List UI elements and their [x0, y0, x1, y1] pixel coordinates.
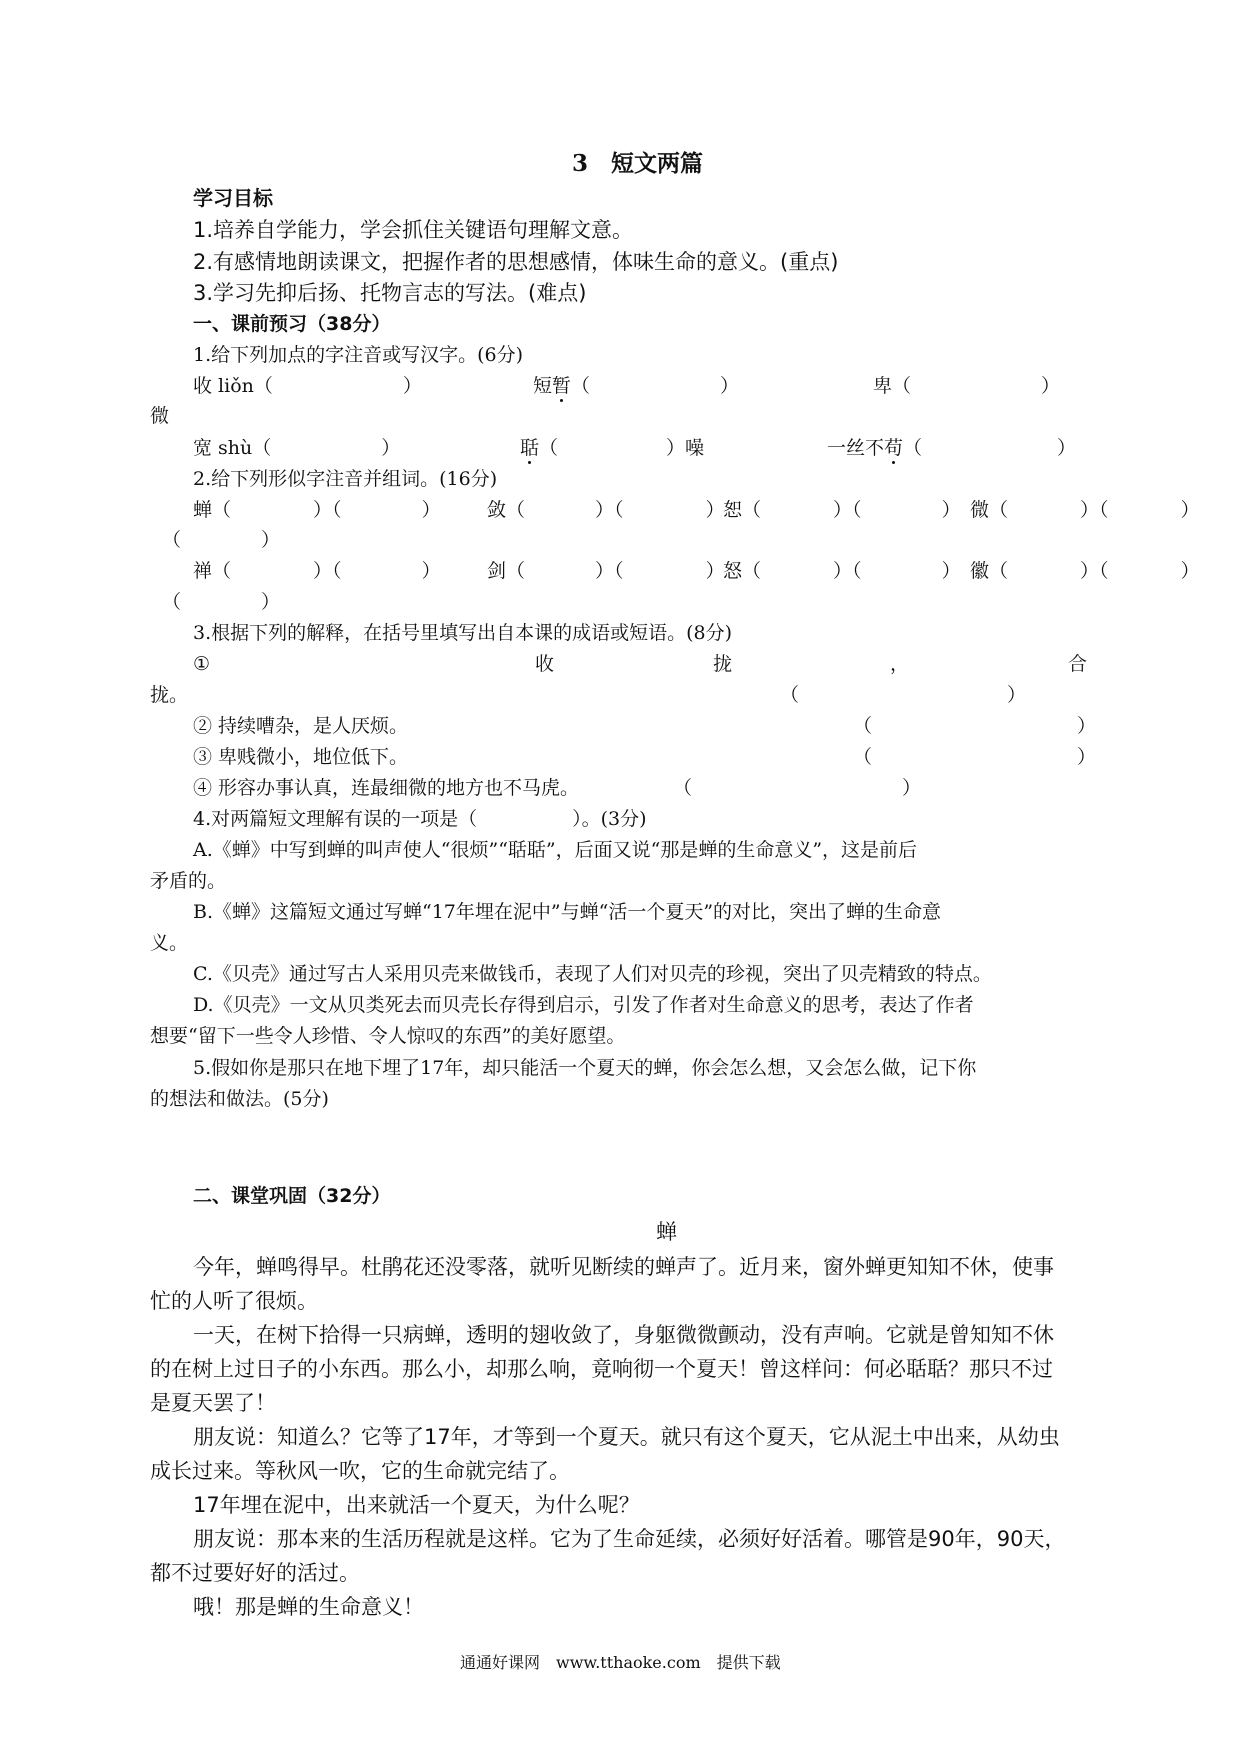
q1-item: 宽 shù（ ） [193, 437, 401, 459]
q4-option-wrap: 义。 [150, 932, 189, 954]
q2-char: 微 [970, 499, 990, 521]
q3-item1-4: ， [890, 653, 910, 675]
q2-char: 剑 [487, 560, 507, 582]
q4-option: B.《蝉》这篇短文通过写蝉“17年埋在泥中”与蝉“活一个夏天”的对比，突出了蝉的生命意 [193, 901, 942, 923]
q1-item: 聒（ ）噪 [520, 437, 705, 459]
q5-stem: 5.假如你是那只在地下埋了17年，却只能活一个夏天的蝉，你会怎么想，又会怎么做，记下你 [193, 1057, 977, 1079]
q2-char: 敛 [487, 499, 507, 521]
q2-item: 禅（ ）（ ） [193, 560, 441, 582]
q2-char: 徽 [970, 560, 990, 582]
passage-line: 今年，蝉鸣得早。杜鹃花还没零落，就听见断续的蝉声了。近月来，窗外蝉更知知不休，使事 [193, 1255, 1054, 1279]
q1-item: 一丝不苟（ ） [827, 437, 1077, 459]
q1-stem: 1.给下列加点的字注音或写汉字。(6分) [193, 344, 524, 366]
q3-item1-1: ① [193, 653, 211, 675]
q3-stem: 3.根据下列的解释，在括号里填写出自本课的成语或短语。(8分) [193, 622, 733, 644]
q3-item: ② 持续嘈杂，是人厌烦。 [193, 715, 409, 737]
q4-option: A.《蝉》中写到蝉的叫声使人“很烦”“聒聒”，后面又说“那是蝉的生命意义”，这是前后 [193, 839, 918, 861]
passage-line: 朋友说：知道么？它等了17年，才等到一个夏天。就只有这个夏天，它从泥土中出来，从幼虫 [193, 1425, 1060, 1449]
q4-option: C.《贝壳》通过写古人采用贝壳来做钱币，表现了人们对贝壳的珍视，突出了贝壳精致的特点。 [193, 963, 992, 985]
q2-char: 禅 [193, 560, 213, 582]
passage-line: 哦！那是蝉的生命意义！ [193, 1595, 424, 1619]
passage-line: 一天，在树下拾得一只病蝉，透明的翅收敛了，身躯微微颤动，没有声响。它就是曾知知不休 [193, 1323, 1054, 1347]
answer-blank: （ ） [673, 777, 922, 799]
passage-line: 成长过来。等秋风一吹，它的生命就完结了。 [150, 1459, 570, 1483]
q1-item: 短暂（ ） [533, 375, 740, 397]
q1-wrap: 微 [150, 405, 170, 427]
section2-heading: 二、课堂巩固（32分） [193, 1185, 391, 1207]
q2-item: 剑（ ）（ ） [487, 560, 725, 582]
q3-item1-3: 拢 [713, 653, 733, 675]
q3-item1-2: 收 [535, 653, 555, 675]
q3-item: ③ 卑贱微小，地位低下。 [193, 746, 409, 768]
q3-item1-5: 合 [1068, 653, 1088, 675]
passage-line: 17年埋在泥中，出来就活一个夏天，为什么呢？ [193, 1493, 640, 1517]
q5-stem-wrap: 的想法和做法。(5分) [150, 1088, 329, 1110]
q1-item: 收 liǒn（ ） [193, 375, 422, 397]
passage-line: 都不过要好好的活过。 [150, 1561, 360, 1585]
q2-char: 怒 [723, 560, 743, 582]
q2-item: 蝉（ ）（ ） [193, 499, 441, 521]
passage-line: 忙的人听了很烦。 [150, 1289, 318, 1313]
q4-stem: 4.对两篇短文理解有误的一项是（ ）。(3分) [193, 808, 647, 830]
q2-item: 敛（ ）（ ） [487, 499, 725, 521]
q1-item: 卑（ ） [873, 375, 1061, 397]
goal-item: 2.有感情地朗读课文，把握作者的思想感情，体味生命的意义。(重点) [193, 250, 839, 274]
q2-char: 蝉 [193, 499, 213, 521]
q2-item: 怒（ ）（ ） [723, 560, 961, 582]
goal-item: 1.培养自学能力，学会抓住关键语句理解文意。 [193, 218, 634, 242]
q4-option: D.《贝壳》一文从贝类死去而贝壳长存得到启示，引发了作者对生命意义的思考，表达了作者 [193, 994, 974, 1016]
answer-blank: （ ） [853, 746, 1097, 768]
passage-title: 蝉 [656, 1220, 677, 1244]
q2-wrap: （ ） [162, 591, 281, 613]
q4-option-wrap: 想要“留下一些令人珍惜、令人惊叹的东西”的美好愿望。 [150, 1025, 626, 1047]
answer-blank: （ ） [853, 715, 1097, 737]
goals-heading: 学习目标 [193, 186, 273, 210]
answer-blank: （ ） [780, 684, 1027, 706]
q2-char: 恕 [723, 499, 743, 521]
q2-item: 恕（ ）（ ） [723, 499, 961, 521]
q2-stem: 2.给下列形似字注音并组词。(16分) [193, 468, 498, 490]
q2-item: 徽（ ）（ ） [970, 560, 1200, 582]
q3-item: ④ 形容办事认真，连最细微的地方也不马虎。 [193, 777, 580, 799]
passage-line: 朋友说：那本来的生活历程就是这样。它为了生命延续，必须好好活着。哪管是90年，90天， [193, 1527, 1066, 1551]
passage-line: 是夏天罢了！ [150, 1391, 276, 1415]
q2-item: 微（ ）（ ） [970, 499, 1200, 521]
q2-wrap: （ ） [162, 529, 281, 551]
page-title: 3 短文两篇 [572, 150, 704, 177]
passage-line: 的在树上过日子的小东西。那么小，却那么响，竟响彻一个夏天！曾这样问：何必聒聒？那只不过 [150, 1357, 1053, 1381]
footer-text: 通通好课网 www.tthaoke.com 提供下载 [460, 1653, 781, 1672]
q4-option-wrap: 矛盾的。 [150, 870, 227, 892]
section1-heading: 一、课前预习（38分） [193, 313, 391, 335]
q3-item1-wrap: 拢。 [150, 684, 189, 706]
goal-item: 3.学习先抑后扬、托物言志的写法。(难点) [193, 281, 587, 305]
